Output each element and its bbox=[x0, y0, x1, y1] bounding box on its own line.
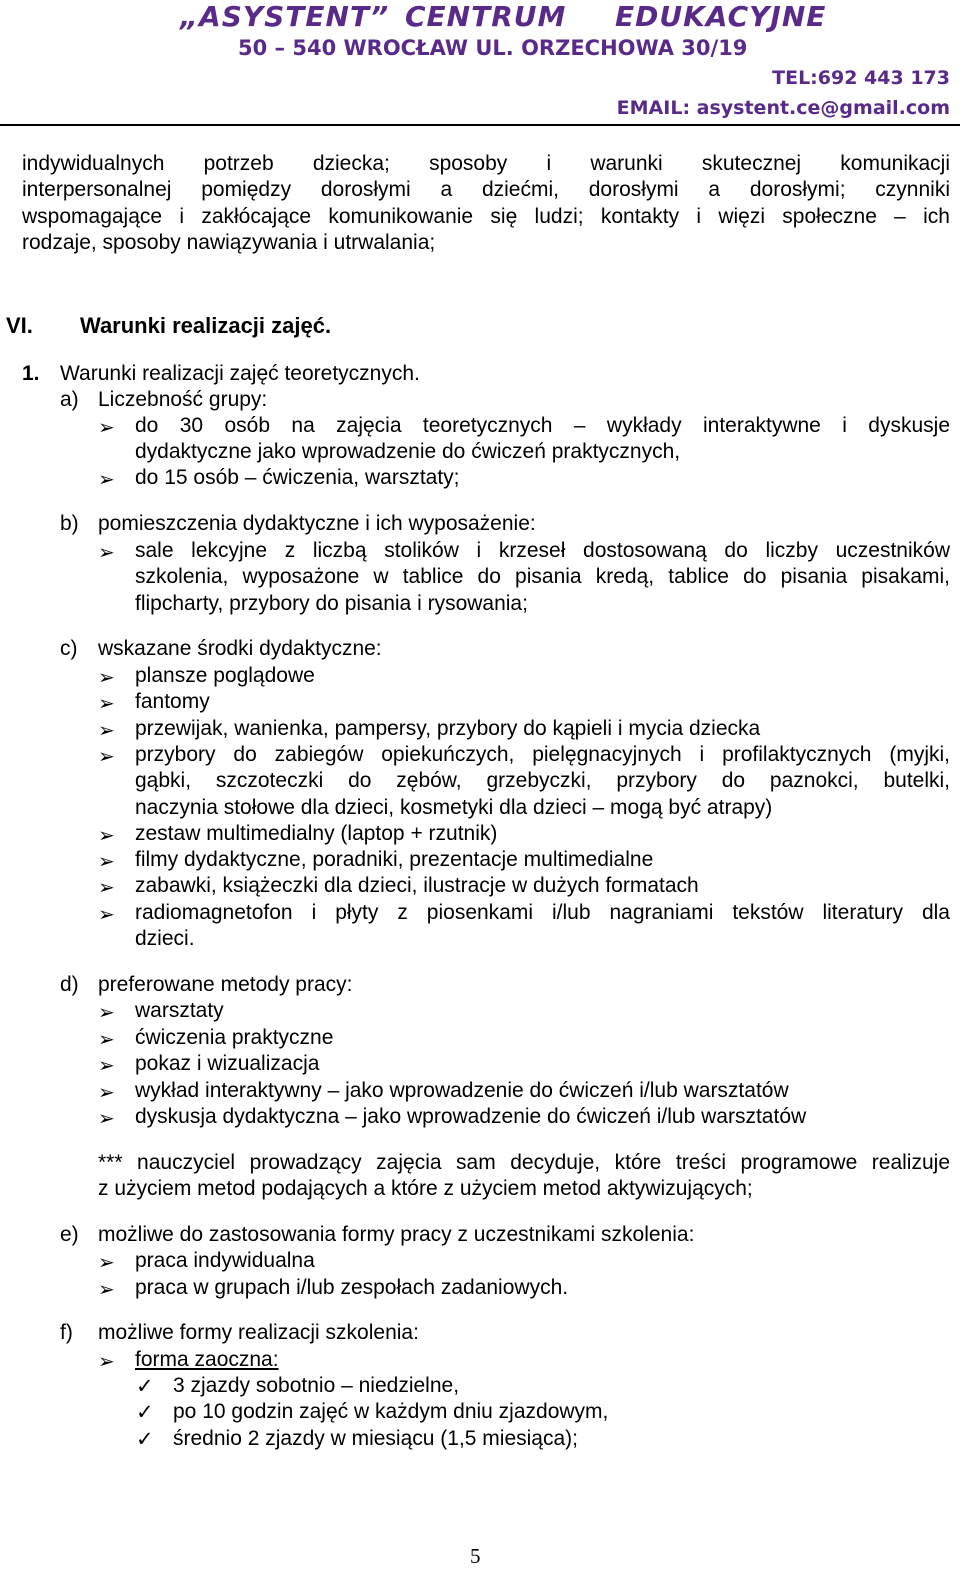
f-check-1: 3 zjazdy sobotnio – niedzielne, bbox=[173, 1374, 460, 1397]
arrow-bullet-icon: ➢ bbox=[98, 1108, 115, 1130]
e-item-1: praca indywidualna bbox=[135, 1249, 315, 1272]
arrow-bullet-icon: ➢ bbox=[98, 1002, 115, 1024]
b-item-1-line-1: sale lekcyjne z liczbą stolików i krzeseł dostosowaną do liczby uczestników bbox=[135, 539, 950, 562]
arrow-bullet-icon: ➢ bbox=[98, 542, 115, 564]
intro-line-2: interpersonalnej pomiędzy dorosłymi a dziećmi, dorosłymi a dorosłymi; czynniki bbox=[22, 178, 950, 201]
a-item-2: do 15 osób – ćwiczenia, warsztaty; bbox=[135, 466, 460, 489]
item-f-title: możliwe formy realizacji szkolenia: bbox=[98, 1321, 419, 1344]
c-item-8-line-2: dzieci. bbox=[135, 927, 195, 950]
header-address: 50 – 540 WROCŁAW UL. ORZECHOWA 30/19 bbox=[238, 36, 748, 60]
d-item-2: ćwiczenia praktyczne bbox=[135, 1026, 334, 1049]
d-item-3: pokaz i wizualizacja bbox=[135, 1052, 320, 1075]
header-divider bbox=[0, 124, 960, 126]
item-a-label: a) bbox=[60, 388, 79, 411]
b-item-1-line-2: szkolenia, wyposażone w tablice do pisania kredą, tablice do pisania pisakami, bbox=[135, 565, 950, 588]
arrow-bullet-icon: ➢ bbox=[98, 1279, 115, 1301]
subsection-number: 1. bbox=[22, 362, 40, 385]
item-d-title: preferowane metody pracy: bbox=[98, 973, 353, 996]
item-c-title: wskazane środki dydaktyczne: bbox=[98, 637, 382, 660]
c-item-3: przewijak, wanienka, pampersy, przybory do kąpieli i mycia dziecka bbox=[135, 717, 761, 740]
item-c-label: c) bbox=[60, 637, 78, 660]
arrow-bullet-icon: ➢ bbox=[98, 469, 115, 491]
d-item-5: dyskusja dydaktyczna – jako wprowadzenie do ćwiczeń i/lub warsztatów bbox=[135, 1105, 807, 1128]
item-b-label: b) bbox=[60, 512, 79, 535]
arrow-bullet-icon: ➢ bbox=[98, 851, 115, 873]
arrow-bullet-icon: ➢ bbox=[98, 1252, 115, 1274]
header-phone: TEL:692 443 173 bbox=[772, 67, 950, 89]
arrow-bullet-icon: ➢ bbox=[98, 693, 115, 715]
check-icon: ✓ bbox=[136, 1401, 154, 1424]
c-item-4-line-3: naczynia stołowe dla dzieci, kosmetyki dla dzieci – mogą być atrapy) bbox=[135, 796, 773, 819]
c-item-8-line-1: radiomagnetofon i płyty z piosenkami i/lub nagraniami tekstów literatury dla bbox=[135, 901, 950, 924]
section-title: Warunki realizacji zajęć. bbox=[80, 313, 332, 338]
c-item-1: plansze poglądowe bbox=[135, 664, 315, 687]
intro-line-4: rodzaje, sposoby nawiązywania i utrwalania; bbox=[22, 231, 436, 254]
check-icon: ✓ bbox=[136, 1375, 154, 1398]
brand-word-1: „ASYSTENT” bbox=[180, 0, 390, 33]
d-item-4: wykład interaktywny – jako wprowadzenie do ćwiczeń i/lub warsztatów bbox=[135, 1079, 789, 1102]
item-d-label: d) bbox=[60, 973, 79, 996]
c-item-4-line-1: przybory do zabiegów opiekuńczych, pielęgnacyjnych i profilaktycznych (myjki, bbox=[135, 743, 950, 766]
item-e-title: możliwe do zastosowania formy pracy z uczestnikami szkolenia: bbox=[98, 1223, 695, 1246]
arrow-bullet-icon: ➢ bbox=[98, 417, 115, 439]
check-icon: ✓ bbox=[136, 1428, 154, 1451]
arrow-bullet-icon: ➢ bbox=[98, 877, 115, 899]
arrow-bullet-icon: ➢ bbox=[98, 904, 115, 926]
header-email: EMAIL: asystent.ce@gmail.com bbox=[616, 97, 950, 119]
a-item-1-line-1: do 30 osób na zajęcia teoretycznych – wykłady interaktywne i dyskusje bbox=[135, 414, 950, 437]
b-item-1-line-3: flipcharty, przybory do pisania i rysowania; bbox=[135, 592, 528, 615]
intro-line-1: indywidualnych potrzeb dziecka; sposoby i warunki skutecznej komunikacji bbox=[22, 152, 950, 175]
d-note-line-2: z użyciem metod podających a które z użyciem metod aktywizujących; bbox=[98, 1177, 753, 1200]
item-a-title: Liczebność grupy: bbox=[98, 388, 268, 411]
arrow-bullet-icon: ➢ bbox=[98, 825, 115, 847]
f-check-3: średnio 2 zjazdy w miesiącu (1,5 miesiąca); bbox=[173, 1427, 578, 1450]
section-number: VI. bbox=[6, 313, 33, 338]
brand-word-3: EDUKACYJNE bbox=[615, 0, 827, 33]
arrow-bullet-icon: ➢ bbox=[98, 746, 115, 768]
e-item-2: praca w grupach i/lub zespołach zadaniowych. bbox=[135, 1276, 569, 1299]
arrow-bullet-icon: ➢ bbox=[98, 667, 115, 689]
c-item-5: zestaw multimedialny (laptop + rzutnik) bbox=[135, 822, 498, 845]
arrow-bullet-icon: ➢ bbox=[98, 1029, 115, 1051]
subsection-title: Warunki realizacji zajęć teoretycznych. bbox=[60, 362, 420, 385]
f-form-label: forma zaoczna: bbox=[135, 1348, 279, 1371]
item-e-label: e) bbox=[60, 1223, 79, 1246]
intro-line-3: wspomagające i zakłócające komunikowanie się ludzi; kontakty i więzi społeczne – ich bbox=[22, 205, 950, 228]
d-item-1: warsztaty bbox=[135, 999, 224, 1022]
arrow-bullet-icon: ➢ bbox=[98, 720, 115, 742]
a-item-1-line-2: dydaktyczne jako wprowadzenie do ćwiczeń praktycznych, bbox=[135, 440, 681, 463]
item-b-title: pomieszczenia dydaktyczne i ich wyposażenie: bbox=[98, 512, 536, 535]
f-check-2: po 10 godzin zajęć w każdym dniu zjazdowym, bbox=[173, 1400, 609, 1423]
brand-title bbox=[180, 0, 826, 33]
arrow-bullet-icon: ➢ bbox=[98, 1082, 115, 1104]
c-item-2: fantomy bbox=[135, 690, 210, 713]
c-item-6: filmy dydaktyczne, poradniki, prezentacje multimedialne bbox=[135, 848, 654, 871]
item-f-label: f) bbox=[60, 1321, 73, 1344]
brand-word-2: CENTRUM bbox=[405, 0, 567, 33]
d-note-line-1: *** nauczyciel prowadzący zajęcia sam decyduje, które treści programowe realizuje bbox=[98, 1151, 950, 1174]
c-item-4-line-2: gąbki, szczoteczki do zębów, grzebyczki, przybory do paznokci, butelki, bbox=[135, 769, 950, 792]
page-number: 5 bbox=[470, 1544, 481, 1568]
arrow-bullet-icon: ➢ bbox=[98, 1055, 115, 1077]
c-item-7: zabawki, książeczki dla dzieci, ilustracje w dużych formatach bbox=[135, 874, 699, 897]
arrow-bullet-icon: ➢ bbox=[98, 1351, 115, 1373]
